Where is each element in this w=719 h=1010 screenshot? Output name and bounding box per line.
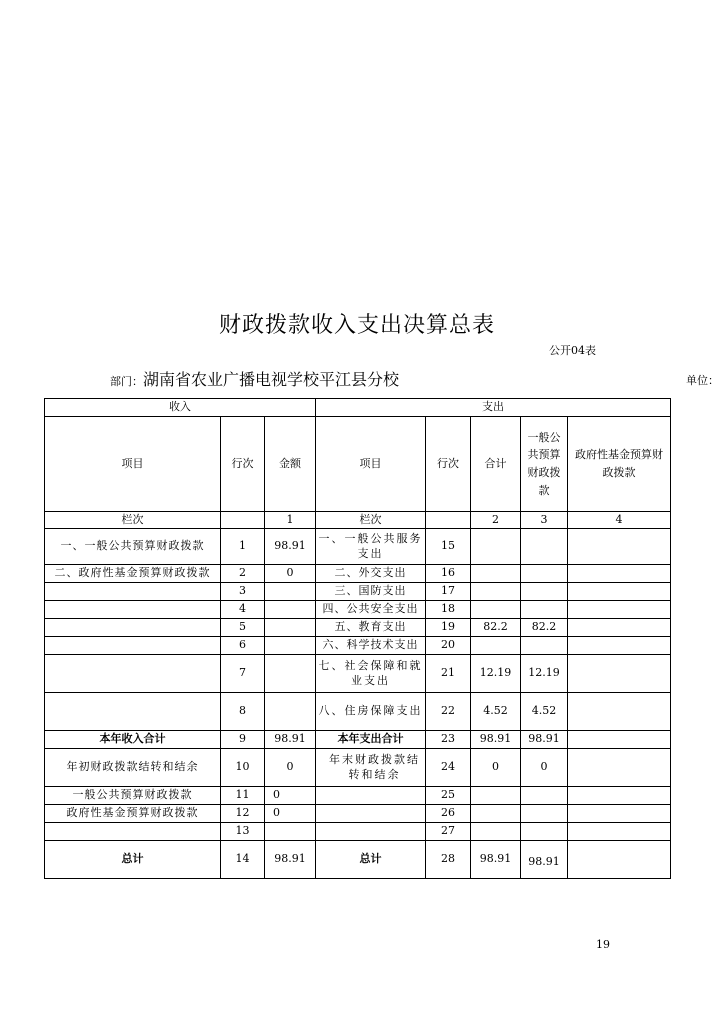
expense-fund xyxy=(568,529,671,565)
expense-fund xyxy=(568,693,671,731)
income-amount: 0 xyxy=(265,749,316,787)
income-item xyxy=(45,619,221,637)
expense-item xyxy=(316,805,426,823)
expense-total: 12.19 xyxy=(471,655,521,693)
expense-item: 一、一般公共服务支出 xyxy=(316,529,426,565)
department-line xyxy=(110,367,399,390)
expense-item: 八、住房保障支出 xyxy=(316,693,426,731)
department-name: 湖南省农业广播电视学校平江县分校 xyxy=(143,370,400,389)
table-row xyxy=(45,565,671,583)
income-amount xyxy=(265,583,316,601)
expense-general: 98.91 xyxy=(521,841,568,879)
income-row-no: 14 xyxy=(221,841,265,879)
income-row-no: 1 xyxy=(221,529,265,565)
expense-total xyxy=(471,823,521,841)
expense-fund xyxy=(568,731,671,749)
income-amount: 98.91 xyxy=(265,731,316,749)
income-amount: 98.91 xyxy=(265,841,316,879)
expense-row-no: 20 xyxy=(426,637,471,655)
expense-row-no: 25 xyxy=(426,787,471,805)
expense-row-no: 19 xyxy=(426,619,471,637)
expense-column-3: 3 xyxy=(521,512,568,529)
expense-item: 二、外交支出 xyxy=(316,565,426,583)
expense-fund xyxy=(568,619,671,637)
expense-row-no: 18 xyxy=(426,601,471,619)
income-item xyxy=(45,655,221,693)
expense-general: 0 xyxy=(521,749,568,787)
header-expense-row-no: 行次 xyxy=(426,417,471,512)
income-item xyxy=(45,583,221,601)
page-title: 财政拨款收入支出决算总表 xyxy=(218,313,495,338)
expense-general: 4.52 xyxy=(521,693,568,731)
expense-general xyxy=(521,565,568,583)
income-item: 一般公共预算财政拨款 xyxy=(45,787,221,805)
expense-row-no: 23 xyxy=(426,731,471,749)
income-row-no: 12 xyxy=(221,805,265,823)
page-number: 19 xyxy=(596,938,610,951)
expense-row-no: 27 xyxy=(426,823,471,841)
expense-total xyxy=(471,565,521,583)
expense-row-no: 21 xyxy=(426,655,471,693)
income-section-header: 收入 xyxy=(45,399,316,417)
table-row xyxy=(45,731,671,749)
unit-label: 单位： xyxy=(686,374,719,387)
header-expense-general: 一般公共预算财政拨款 xyxy=(521,417,568,512)
expense-general xyxy=(521,601,568,619)
expense-fund xyxy=(568,823,671,841)
income-row-no: 9 xyxy=(221,731,265,749)
table-row xyxy=(45,823,671,841)
table-row xyxy=(45,529,671,565)
budget-summary-table xyxy=(44,398,671,879)
income-item: 一、一般公共预算财政拨款 xyxy=(45,529,221,565)
expense-general: 12.19 xyxy=(521,655,568,693)
expense-general: 82.2 xyxy=(521,619,568,637)
income-amount xyxy=(265,637,316,655)
expense-total: 0 xyxy=(471,749,521,787)
income-item: 政府性基金预算财政拨款 xyxy=(45,805,221,823)
expense-total xyxy=(471,583,521,601)
expense-fund xyxy=(568,655,671,693)
section-header-row xyxy=(45,399,671,417)
expense-total xyxy=(471,601,521,619)
income-row-no: 10 xyxy=(221,749,265,787)
income-item: 年初财政拨款结转和结余 xyxy=(45,749,221,787)
expense-item xyxy=(316,823,426,841)
income-row-no: 6 xyxy=(221,637,265,655)
header-expense-fund: 政府性基金预算财政拨款 xyxy=(568,417,671,512)
header-income-row-no: 行次 xyxy=(221,417,265,512)
expense-fund xyxy=(568,841,671,879)
expense-fund xyxy=(568,601,671,619)
expense-total: 4.52 xyxy=(471,693,521,731)
header-income-amount: 金额 xyxy=(265,417,316,512)
income-amount: 0 xyxy=(265,787,316,805)
expense-total xyxy=(471,787,521,805)
income-column-number: 1 xyxy=(265,512,316,529)
expense-total: 98.91 xyxy=(471,731,521,749)
expense-general xyxy=(521,805,568,823)
table-row xyxy=(45,637,671,655)
income-item xyxy=(45,637,221,655)
expense-item: 总计 xyxy=(316,841,426,879)
expense-general xyxy=(521,529,568,565)
expense-fund xyxy=(568,749,671,787)
header-income-item: 项目 xyxy=(45,417,221,512)
table-row xyxy=(45,805,671,823)
expense-row-no: 22 xyxy=(426,693,471,731)
expense-item: 四、公共安全支出 xyxy=(316,601,426,619)
income-row-no: 5 xyxy=(221,619,265,637)
expense-general xyxy=(521,787,568,805)
income-item xyxy=(45,823,221,841)
expense-fund xyxy=(568,637,671,655)
income-amount xyxy=(265,655,316,693)
expense-row-no: 16 xyxy=(426,565,471,583)
income-row-no: 8 xyxy=(221,693,265,731)
expense-column-4: 4 xyxy=(568,512,671,529)
income-amount: 98.91 xyxy=(265,529,316,565)
table-row xyxy=(45,601,671,619)
expense-row-no: 17 xyxy=(426,583,471,601)
income-amount: 0 xyxy=(265,805,316,823)
table-row xyxy=(45,619,671,637)
income-amount xyxy=(265,693,316,731)
expense-general: 98.91 xyxy=(521,731,568,749)
expense-general xyxy=(521,823,568,841)
expense-row-no: 24 xyxy=(426,749,471,787)
expense-row-no: 28 xyxy=(426,841,471,879)
expense-item: 本年支出合计 xyxy=(316,731,426,749)
empty-cell xyxy=(426,512,471,529)
expense-total xyxy=(471,805,521,823)
income-row-no: 2 xyxy=(221,565,265,583)
expense-item: 三、国防支出 xyxy=(316,583,426,601)
expense-total xyxy=(471,637,521,655)
income-row-no: 4 xyxy=(221,601,265,619)
income-amount xyxy=(265,823,316,841)
header-expense-item: 项目 xyxy=(316,417,426,512)
header-expense-total: 合计 xyxy=(471,417,521,512)
expense-row-no: 26 xyxy=(426,805,471,823)
income-amount xyxy=(265,601,316,619)
income-item xyxy=(45,693,221,731)
expense-total xyxy=(471,529,521,565)
expense-fund xyxy=(568,565,671,583)
table-row xyxy=(45,693,671,731)
expense-item: 年末财政拨款结转和结余 xyxy=(316,749,426,787)
expense-fund xyxy=(568,787,671,805)
expense-fund xyxy=(568,583,671,601)
income-item: 二、政府性基金预算财政拨款 xyxy=(45,565,221,583)
expense-column-label: 栏次 xyxy=(316,512,426,529)
income-amount: 0 xyxy=(265,565,316,583)
table-row xyxy=(45,787,671,805)
expense-item: 七、社会保障和就业支出 xyxy=(316,655,426,693)
expense-item xyxy=(316,787,426,805)
form-code: 公开04表 xyxy=(549,344,596,357)
expense-item: 五、教育支出 xyxy=(316,619,426,637)
table-row xyxy=(45,841,671,879)
income-item xyxy=(45,601,221,619)
expense-row-no: 15 xyxy=(426,529,471,565)
expense-general xyxy=(521,583,568,601)
income-row-no: 3 xyxy=(221,583,265,601)
expense-section-header: 支出 xyxy=(316,399,671,417)
expense-total: 82.2 xyxy=(471,619,521,637)
expense-item: 六、科学技术支出 xyxy=(316,637,426,655)
income-amount xyxy=(265,619,316,637)
empty-cell xyxy=(221,512,265,529)
expense-total: 98.91 xyxy=(471,841,521,879)
income-item: 总计 xyxy=(45,841,221,879)
income-row-no: 11 xyxy=(221,787,265,805)
table-row xyxy=(45,749,671,787)
column-number-row xyxy=(45,512,671,529)
expense-column-2: 2 xyxy=(471,512,521,529)
expense-fund xyxy=(568,805,671,823)
expense-general xyxy=(521,637,568,655)
income-item: 本年收入合计 xyxy=(45,731,221,749)
income-row-no: 7 xyxy=(221,655,265,693)
income-row-no: 13 xyxy=(221,823,265,841)
department-label: 部门： xyxy=(110,375,143,388)
income-column-label: 栏次 xyxy=(45,512,221,529)
column-header-row xyxy=(45,417,671,512)
table-row xyxy=(45,655,671,693)
table-row xyxy=(45,583,671,601)
